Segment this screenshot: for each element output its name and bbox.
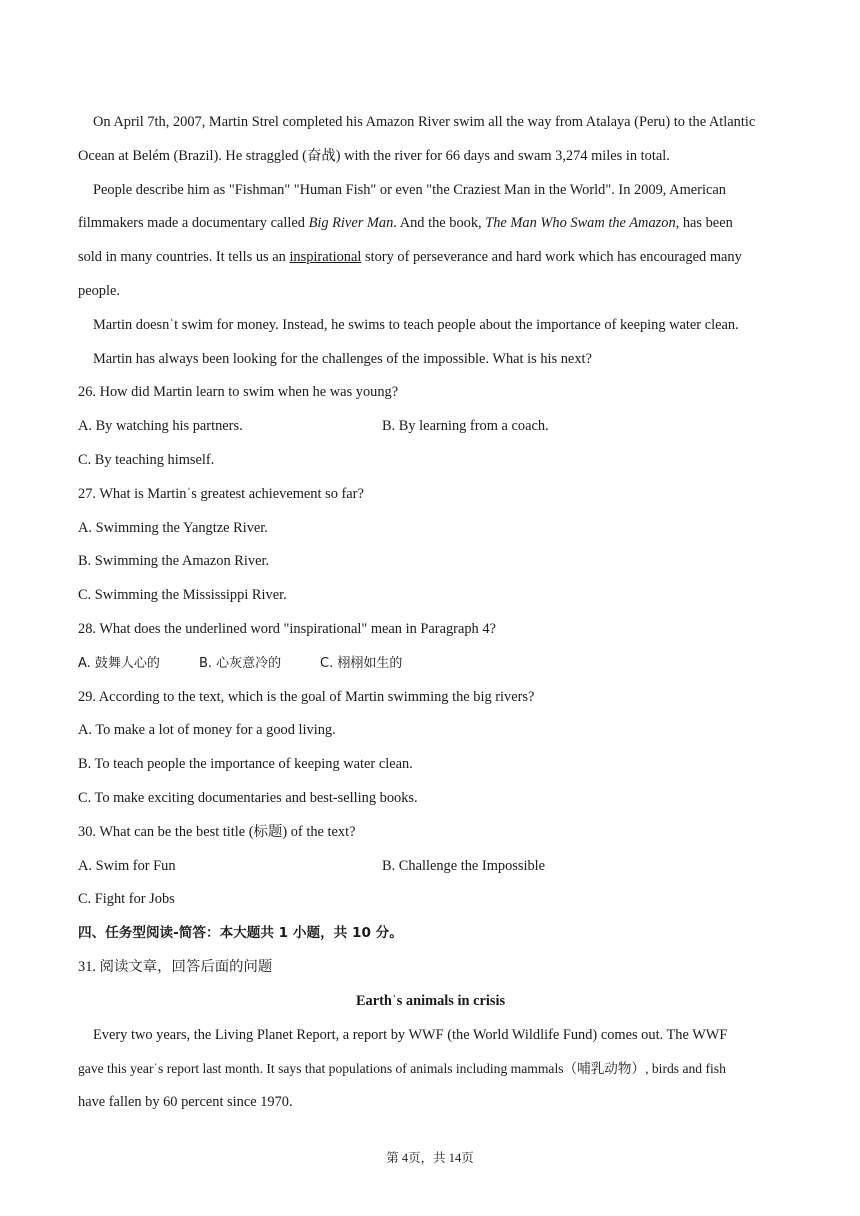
passage-p4: Martin has always been looking for the challenges of the impossible. What is his next?	[93, 350, 592, 367]
page-footer: 第 4页，共 14页	[386, 1151, 474, 1165]
option-26-c: C. By teaching himself.	[78, 451, 215, 468]
text-span: filmmakers made a documentary called	[78, 215, 309, 232]
passage-p3: Martin doesnˈt swim for money. Instead, he swims to teach people about the importance of keeping water clean.	[93, 316, 739, 333]
option-30-b: B. Challenge the Impossible	[382, 857, 546, 874]
option-row	[78, 647, 783, 681]
option-row	[78, 410, 783, 444]
question-27: 27. What is Martinˈs greatest achievement so far?	[78, 485, 364, 502]
page-content	[78, 106, 783, 1120]
question-29: 29. According to the text, which is the goal of Martin swimming the big rivers?	[78, 688, 535, 705]
text-span: story of perseverance and hard work which has encouraged many	[361, 249, 742, 266]
article-p1-line1: Every two years, the Living Planet Report, a report by WWF (the World Wildlife Fund) comes out. The WWF	[93, 1026, 728, 1043]
article-p1-line3: have fallen by 60 percent since 1970.	[78, 1094, 293, 1111]
text-span: . And the book,	[393, 215, 486, 232]
option-28-b: B. 心灰意冷的	[199, 655, 282, 671]
question-26: 26. How did Martin learn to swim when he was young?	[78, 384, 399, 401]
option-30-c: C. Fight for Jobs	[78, 891, 175, 908]
option-27-b: B. Swimming the Amazon River.	[78, 553, 270, 570]
passage-p2-line3	[78, 241, 783, 275]
option-27-a: A. Swimming the Yangtze River.	[78, 519, 268, 536]
book-title: The Man Who Swam the Amazon	[485, 215, 676, 232]
text-span: sold in many countries. It tells us an	[78, 249, 290, 266]
option-30-a: A. Swim for Fun	[78, 857, 176, 874]
option-27-c: C. Swimming the Mississippi River.	[78, 587, 287, 604]
option-28-c: C. 栩栩如生的	[320, 655, 403, 671]
question-30: 30. What can be the best title (标题) of the text?	[78, 823, 356, 840]
passage-p1-line2: Ocean at Belém (Brazil). He straggled (奋战) with the river for 66 days and swam 3,274 miles in total.	[78, 147, 670, 164]
passage-p1-line1: On April 7th, 2007, Martin Strel completed his Amazon River swim all the way from Atalaya (Peru) to the Atlantic	[93, 114, 756, 130]
article-p1-line2: gave this yearˈs report last month. It says that populations of animals including mammals（哺乳动物）, birds and fish	[78, 1061, 726, 1077]
question-28: 28. What does the underlined word "inspirational" mean in Paragraph 4?	[78, 620, 496, 637]
option-29-c: C. To make exciting documentaries and best-selling books.	[78, 789, 418, 806]
option-28-a: A. 鼓舞人心的	[78, 655, 160, 671]
question-31: 31. 阅读文章，回答后面的问题	[78, 958, 273, 975]
film-title: Big River Man	[308, 215, 394, 232]
text-span: , has been	[675, 215, 733, 232]
option-26-b: B. By learning from a coach.	[382, 418, 549, 435]
underlined-word: inspirational	[289, 249, 362, 266]
option-29-b: B. To teach people the importance of keeping water clean.	[78, 756, 413, 773]
option-29-a: A. To make a lot of money for a good living.	[78, 722, 336, 739]
passage-p2-line4: people.	[78, 282, 120, 299]
passage-p2-line2	[78, 207, 783, 241]
option-26-a: A. By watching his partners.	[78, 418, 243, 435]
article-title: Earthˈs animals in crisis	[355, 992, 506, 1009]
option-row	[78, 850, 783, 884]
section-heading: 四、任务型阅读-简答：本大题共 1 小题，共 10 分。	[78, 925, 403, 942]
passage-p2-line1: People describe him as "Fishman" "Human Fish" or even "the Craziest Man in the World". In 2009, American	[93, 181, 726, 198]
